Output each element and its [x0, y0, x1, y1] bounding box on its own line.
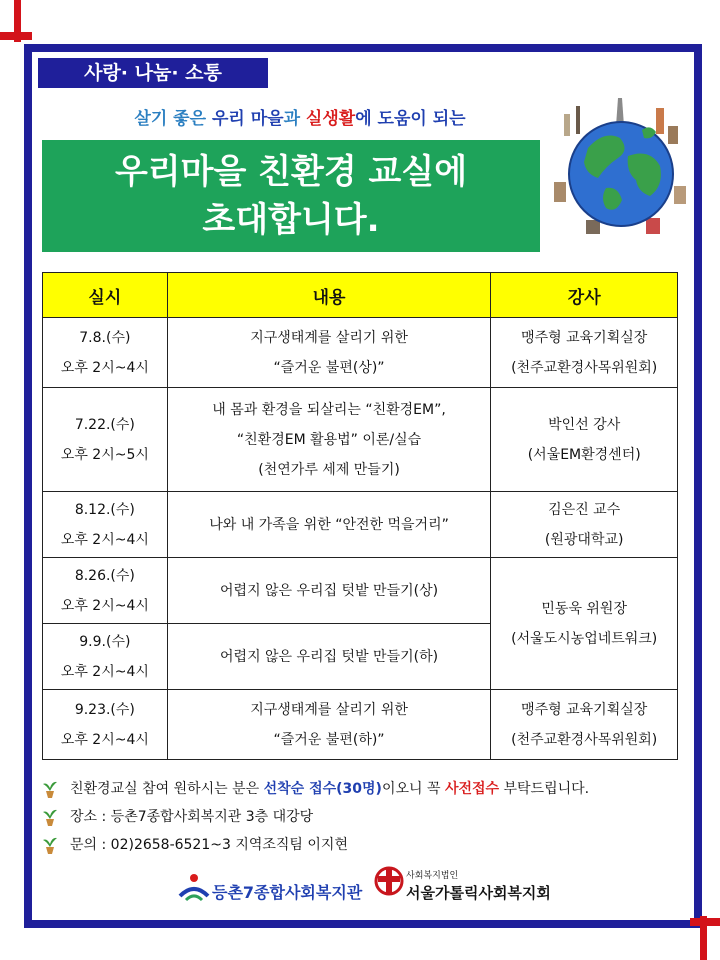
note-text: 장소 : 등촌7종합사회복지관 3층 대강당: [70, 809, 314, 825]
globe-landmark: [586, 220, 600, 234]
table-row: [43, 318, 678, 388]
instructor-name: 맹주형 교육기획실장: [521, 329, 648, 346]
row-content-cell: [167, 318, 491, 388]
main-title-line2: 초대합니다.: [202, 200, 380, 240]
plant-pot-icon: [40, 835, 60, 855]
globe-landmark: [554, 182, 566, 202]
subtitle-part: 에 도움이 되는: [355, 109, 466, 129]
subtitle-part: 살기 좋은: [134, 109, 212, 129]
org2-type: 사회복지법인: [406, 871, 459, 881]
session-content-line: “친환경EM 활용법” 이론/실습: [236, 431, 422, 448]
corner-accent-top-left-bar: [0, 32, 32, 40]
row-instructor-cell: [491, 492, 678, 558]
row-instructor-cell: [491, 388, 678, 492]
corner-accent-bottom-right-bar: [690, 918, 720, 926]
note-text: 친환경교실 참여 원하시는 분은: [70, 781, 264, 797]
session-date: 8.26.(수): [74, 567, 135, 584]
subtitle: [60, 104, 540, 129]
instructor-name: 맹주형 교육기획실장: [521, 701, 648, 718]
row-date-cell: [43, 492, 168, 558]
instructor-name: 민동욱 위원장: [541, 600, 627, 617]
globe-landmark: [576, 106, 580, 134]
session-content-line: 내 몸과 환경을 되살리는 “친환경EM”,: [212, 401, 446, 418]
globe-landmark: [564, 114, 570, 136]
globe-landmark: [668, 126, 678, 144]
header-date: 실시: [43, 273, 168, 318]
session-content-line: 지구생태계를 살리기 위한: [250, 701, 408, 718]
note-location: [40, 803, 690, 831]
note-highlight-preregister: 사전접수: [444, 781, 500, 797]
deungchon-logo-icon: [178, 872, 210, 902]
instructor-name: 김은진 교수: [548, 501, 621, 518]
session-time: 오후 2시~4시: [60, 663, 149, 680]
row-instructor-cell: [491, 690, 678, 760]
session-time: 오후 2시~4시: [60, 597, 149, 614]
row-content-cell: [167, 492, 491, 558]
row-date-cell: [43, 558, 168, 624]
globe-illustration: [546, 96, 696, 246]
table-row: [43, 558, 678, 624]
instructor-org: (천주교환경사목위원회): [511, 359, 658, 376]
session-time: 오후 2시~4시: [60, 731, 149, 748]
session-date: 7.8.(수): [79, 329, 131, 346]
session-content-line: (천연가루 세제 만들기): [258, 461, 400, 478]
note-text: 문의 : 02)2658-6521~3 지역조직팀 이지현: [70, 837, 348, 853]
header-instructor: 강사: [491, 273, 678, 318]
plant-pot-icon: [40, 779, 60, 799]
table-row: [43, 690, 678, 760]
row-date-cell: [43, 318, 168, 388]
note-contact: [40, 831, 690, 859]
row-instructor-cell: [491, 318, 678, 388]
row-instructor-cell: [491, 558, 678, 690]
session-content-line: 지구생태계를 살리기 위한: [250, 329, 408, 346]
globe-landmark: [646, 218, 660, 234]
instructor-org: (원광대학교): [544, 531, 624, 548]
session-date: 9.9.(수): [79, 633, 131, 650]
subtitle-highlight-life: 실생활: [305, 109, 356, 129]
session-time: 오후 2시~5시: [60, 446, 149, 463]
session-content-line: 어렵지 않은 우리집 텃밭 만들기(하): [220, 648, 439, 665]
session-content-line: 나와 내 가족을 위한 “안전한 먹을거리”: [209, 516, 449, 533]
session-date: 7.22.(수): [74, 416, 135, 433]
catholic-cross-icon: [374, 864, 404, 898]
tagline-text: 사랑· 나눔· 소통: [84, 62, 222, 84]
session-time: 오후 2시~4시: [60, 531, 149, 548]
session-content-line: 어렵지 않은 우리집 텃밭 만들기(상): [220, 582, 439, 599]
logo-deungchon7: [178, 872, 368, 904]
tagline-banner: [38, 58, 268, 88]
header-content: 내용: [167, 273, 491, 318]
session-date: 8.12.(수): [74, 501, 135, 518]
main-title-box: [42, 140, 540, 252]
table-row: [43, 388, 678, 492]
note-text: 부탁드립니다.: [499, 781, 590, 797]
globe-landmark: [656, 108, 664, 134]
main-title-line1: 우리마을 친환경 교실에: [114, 152, 468, 192]
table-row: [43, 492, 678, 558]
session-time: 오후 2시~4시: [60, 359, 149, 376]
session-date: 9.23.(수): [74, 701, 135, 718]
row-content-cell: [167, 624, 491, 690]
row-content-cell: [167, 558, 491, 624]
note-registration: [40, 775, 690, 803]
org2-name: 서울가톨릭사회복지회: [406, 884, 551, 902]
instructor-org: (서울도시농업네트워크): [511, 630, 658, 647]
row-content-cell: [167, 690, 491, 760]
note-highlight-capacity: 선착순 접수(30명): [263, 781, 382, 797]
row-date-cell: [43, 624, 168, 690]
subtitle-highlight-village: 우리 마을: [211, 109, 284, 129]
schedule-table: [42, 272, 678, 760]
notes-section: [40, 775, 690, 859]
row-content-cell: [167, 388, 491, 492]
plant-pot-icon: [40, 807, 60, 827]
session-content-line: “즐거운 불편(상)”: [273, 359, 385, 376]
subtitle-part: 과: [283, 109, 306, 129]
note-text: 이오니 꼭: [381, 781, 445, 797]
instructor-org: (서울EM환경센터): [527, 446, 641, 463]
org1-name: 등촌7종합사회복지관: [212, 883, 363, 902]
session-content-line: “즐거운 불편(하)”: [273, 731, 385, 748]
row-date-cell: [43, 388, 168, 492]
row-date-cell: [43, 690, 168, 760]
table-header-row: [43, 273, 678, 318]
logo-seoul-catholic: [374, 864, 574, 904]
instructor-org: (천주교환경사목위원회): [511, 731, 658, 748]
globe-landmark: [674, 186, 686, 204]
instructor-name: 박인선 강사: [548, 416, 621, 433]
